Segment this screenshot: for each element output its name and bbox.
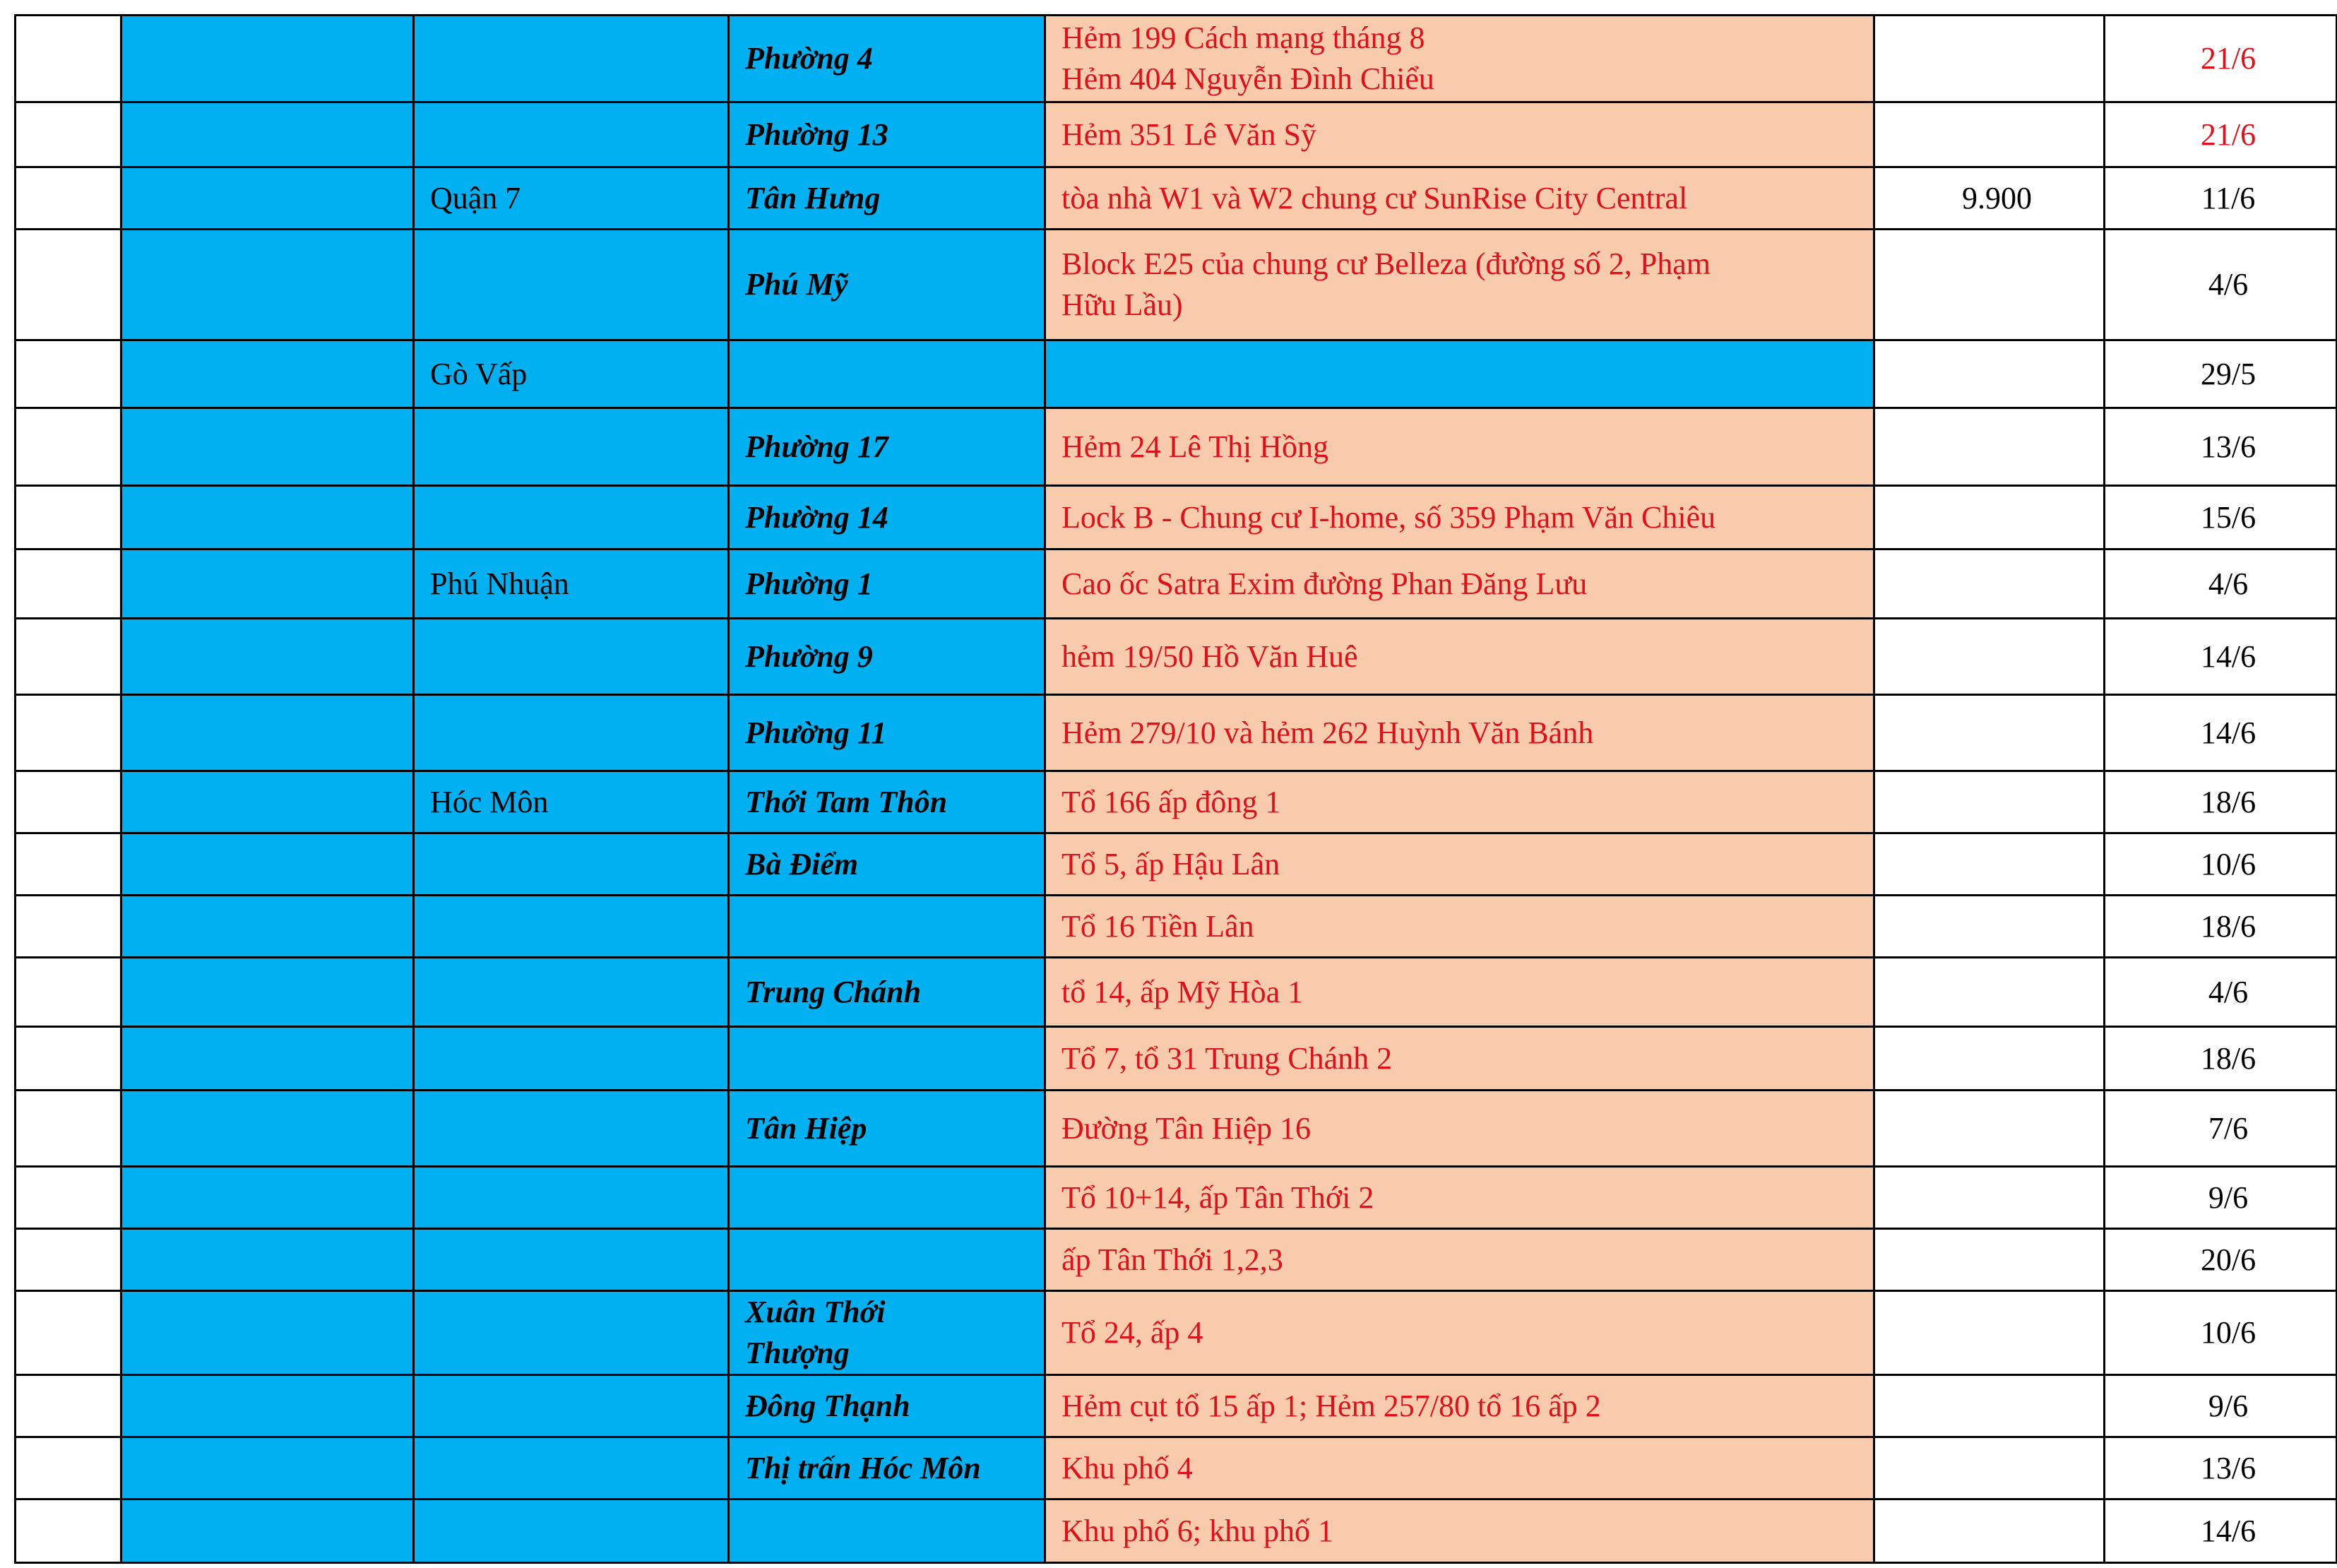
district-cell: Gò Vấp xyxy=(414,340,729,408)
date-cell: 21/6 xyxy=(2105,102,2337,167)
address-cell xyxy=(1045,1167,1874,1229)
address-line: Tổ 24, ấp 4 xyxy=(1062,1315,1203,1350)
address-cell xyxy=(1045,896,1874,958)
district-cell: Phú Nhuận xyxy=(414,550,729,619)
count-cell xyxy=(1874,833,2105,896)
index-cell xyxy=(16,167,121,230)
district-cell xyxy=(414,958,729,1027)
city-cell xyxy=(121,1437,414,1499)
city-cell xyxy=(121,619,414,695)
district-cell xyxy=(414,1499,729,1563)
address-cell xyxy=(1045,695,1874,771)
table-row xyxy=(16,340,2337,408)
table-row xyxy=(16,230,2337,340)
table-row xyxy=(16,1229,2337,1291)
district-cell xyxy=(414,896,729,958)
count-cell xyxy=(1874,408,2105,486)
date-cell: 18/6 xyxy=(2105,771,2337,833)
district-cell: Quận 7 xyxy=(414,167,729,230)
index-cell xyxy=(16,16,121,102)
ward-line: Xuân Thới xyxy=(745,1295,886,1329)
lockdown-area-table xyxy=(14,14,2337,1564)
table-row xyxy=(16,1375,2337,1437)
date-cell: 13/6 xyxy=(2105,408,2337,486)
ward-cell: Phường 13 xyxy=(729,102,1045,167)
table-row xyxy=(16,1291,2337,1375)
table-row xyxy=(16,619,2337,695)
address-line: Hẻm 351 Lê Văn Sỹ xyxy=(1062,117,1316,152)
address-cell xyxy=(1045,1499,1874,1563)
city-cell xyxy=(121,1027,414,1091)
city-cell xyxy=(121,550,414,619)
city-cell xyxy=(121,1375,414,1437)
index-cell xyxy=(16,486,121,550)
address-line: tòa nhà W1 và W2 chung cư SunRise City Central xyxy=(1062,180,1688,215)
date-cell: 20/6 xyxy=(2105,1229,2337,1291)
ward-cell: Tân Hiệp xyxy=(729,1091,1045,1167)
address-line: ấp Tân Thới 1,2,3 xyxy=(1062,1242,1283,1277)
ward-cell: Trung Chánh xyxy=(729,958,1045,1027)
date-cell: 7/6 xyxy=(2105,1091,2337,1167)
ward-cell: Phường 1 xyxy=(729,550,1045,619)
count-cell xyxy=(1874,1091,2105,1167)
count-cell xyxy=(1874,1229,2105,1291)
table-row xyxy=(16,16,2337,102)
ward-cell: Phường 9 xyxy=(729,619,1045,695)
count-cell xyxy=(1874,695,2105,771)
city-cell xyxy=(121,340,414,408)
date-cell: 14/6 xyxy=(2105,619,2337,695)
count-cell xyxy=(1874,896,2105,958)
address-cell xyxy=(1045,1375,1874,1437)
index-cell xyxy=(16,771,121,833)
city-cell xyxy=(121,16,414,102)
district-cell xyxy=(414,1027,729,1091)
address-line: Cao ốc Satra Exim đường Phan Đăng Lưu xyxy=(1062,566,1588,601)
district-cell xyxy=(414,16,729,102)
city-cell xyxy=(121,486,414,550)
index-cell xyxy=(16,833,121,896)
date-cell: 11/6 xyxy=(2105,167,2337,230)
index-cell xyxy=(16,1091,121,1167)
district-cell xyxy=(414,695,729,771)
district-cell xyxy=(414,1291,729,1375)
count-cell xyxy=(1874,16,2105,102)
address-line: Hẻm 199 Cách mạng tháng 8 xyxy=(1062,20,1425,55)
date-cell: 9/6 xyxy=(2105,1167,2337,1229)
index-cell xyxy=(16,1437,121,1499)
address-line: Hẻm 24 Lê Thị Hồng xyxy=(1062,429,1329,464)
table-row xyxy=(16,102,2337,167)
address-line: Tổ 16 Tiền Lân xyxy=(1062,908,1254,944)
address-cell xyxy=(1045,619,1874,695)
ward-cell: Phường 14 xyxy=(729,486,1045,550)
address-cell xyxy=(1045,550,1874,619)
count-cell xyxy=(1874,340,2105,408)
address-cell xyxy=(1045,1437,1874,1499)
count-cell xyxy=(1874,771,2105,833)
address-cell xyxy=(1045,1027,1874,1091)
index-cell xyxy=(16,1375,121,1437)
city-cell xyxy=(121,695,414,771)
table-body xyxy=(16,16,2337,1563)
address-line: Tổ 5, ấp Hậu Lân xyxy=(1062,846,1280,881)
date-cell: 9/6 xyxy=(2105,1375,2337,1437)
index-cell xyxy=(16,896,121,958)
address-cell xyxy=(1045,408,1874,486)
address-line: Hẻm cụt tổ 15 ấp 1; Hẻm 257/80 tổ 16 ấp 2 xyxy=(1062,1388,1601,1423)
count-cell xyxy=(1874,1499,2105,1563)
district-cell xyxy=(414,1437,729,1499)
ward-cell xyxy=(729,1291,1045,1375)
ward-cell xyxy=(729,1167,1045,1229)
district-cell xyxy=(414,102,729,167)
city-cell xyxy=(121,833,414,896)
date-cell: 21/6 xyxy=(2105,16,2337,102)
index-cell xyxy=(16,1167,121,1229)
city-cell xyxy=(121,408,414,486)
ward-cell xyxy=(729,340,1045,408)
date-cell: 4/6 xyxy=(2105,230,2337,340)
table-row xyxy=(16,486,2337,550)
table-row xyxy=(16,1499,2337,1563)
index-cell xyxy=(16,1229,121,1291)
date-cell: 29/5 xyxy=(2105,340,2337,408)
count-cell: 9.900 xyxy=(1874,167,2105,230)
ward-cell xyxy=(729,1229,1045,1291)
table-row xyxy=(16,1027,2337,1091)
count-cell xyxy=(1874,958,2105,1027)
address-line: Tổ 10+14, ấp Tân Thới 2 xyxy=(1062,1180,1374,1215)
city-cell xyxy=(121,1091,414,1167)
address-cell xyxy=(1045,16,1874,102)
count-cell xyxy=(1874,1375,2105,1437)
city-cell xyxy=(121,771,414,833)
count-cell xyxy=(1874,1291,2105,1375)
address-cell xyxy=(1045,102,1874,167)
count-cell xyxy=(1874,1437,2105,1499)
table-row xyxy=(16,1167,2337,1229)
district-cell xyxy=(414,1167,729,1229)
address-line: Hẻm 279/10 và hẻm 262 Huỳnh Văn Bánh xyxy=(1062,715,1594,750)
table-row xyxy=(16,771,2337,833)
date-cell: 10/6 xyxy=(2105,833,2337,896)
ward-cell xyxy=(729,1499,1045,1563)
count-cell xyxy=(1874,486,2105,550)
ward-cell xyxy=(729,1027,1045,1091)
date-cell: 18/6 xyxy=(2105,896,2337,958)
district-cell: Hóc Môn xyxy=(414,771,729,833)
index-cell xyxy=(16,958,121,1027)
count-cell xyxy=(1874,1027,2105,1091)
address-cell xyxy=(1045,1291,1874,1375)
ward-cell xyxy=(729,896,1045,958)
address-line: Block E25 của chung cư Belleza (đường số 2, Phạm xyxy=(1062,247,1711,281)
address-cell xyxy=(1045,833,1874,896)
count-cell xyxy=(1874,102,2105,167)
date-cell: 10/6 xyxy=(2105,1291,2337,1375)
date-cell: 14/6 xyxy=(2105,695,2337,771)
city-cell xyxy=(121,102,414,167)
city-cell xyxy=(121,1229,414,1291)
ward-cell: Phường 11 xyxy=(729,695,1045,771)
district-cell xyxy=(414,1091,729,1167)
ward-line: Thượng xyxy=(745,1336,850,1370)
ward-cell: Phường 4 xyxy=(729,16,1045,102)
date-cell: 4/6 xyxy=(2105,550,2337,619)
ward-cell: Thới Tam Thôn xyxy=(729,771,1045,833)
address-line: hẻm 19/50 Hồ Văn Huê xyxy=(1062,639,1358,674)
address-line: Khu phố 6; khu phố 1 xyxy=(1062,1513,1333,1548)
date-cell: 14/6 xyxy=(2105,1499,2337,1563)
district-cell xyxy=(414,833,729,896)
count-cell xyxy=(1874,1167,2105,1229)
city-cell xyxy=(121,958,414,1027)
address-line: Khu phố 4 xyxy=(1062,1450,1193,1485)
address-line: Hữu Lầu) xyxy=(1062,287,1183,322)
index-cell xyxy=(16,1499,121,1563)
index-cell xyxy=(16,550,121,619)
district-cell xyxy=(414,230,729,340)
district-cell xyxy=(414,486,729,550)
ward-cell: Tân Hưng xyxy=(729,167,1045,230)
address-cell xyxy=(1045,340,1874,408)
ward-cell: Phường 17 xyxy=(729,408,1045,486)
date-cell: 4/6 xyxy=(2105,958,2337,1027)
index-cell xyxy=(16,1291,121,1375)
ward-cell: Thị trấn Hóc Môn xyxy=(729,1437,1045,1499)
table-row xyxy=(16,1091,2337,1167)
index-cell xyxy=(16,1027,121,1091)
city-cell xyxy=(121,896,414,958)
date-cell: 15/6 xyxy=(2105,486,2337,550)
index-cell xyxy=(16,619,121,695)
table-row xyxy=(16,695,2337,771)
city-cell xyxy=(121,230,414,340)
address-cell xyxy=(1045,230,1874,340)
district-cell xyxy=(414,1375,729,1437)
ward-cell: Bà Điểm xyxy=(729,833,1045,896)
table-row xyxy=(16,167,2337,230)
index-cell xyxy=(16,230,121,340)
table-row xyxy=(16,958,2337,1027)
index-cell xyxy=(16,102,121,167)
district-cell xyxy=(414,408,729,486)
table-row xyxy=(16,1437,2337,1499)
date-cell: 13/6 xyxy=(2105,1437,2337,1499)
address-line: Lock B - Chung cư I-home, số 359 Phạm Văn Chiêu xyxy=(1062,499,1716,535)
table-row xyxy=(16,896,2337,958)
city-cell xyxy=(121,167,414,230)
date-cell: 18/6 xyxy=(2105,1027,2337,1091)
address-cell xyxy=(1045,958,1874,1027)
index-cell xyxy=(16,695,121,771)
city-cell xyxy=(121,1499,414,1563)
table-row xyxy=(16,550,2337,619)
address-cell xyxy=(1045,1091,1874,1167)
address-line: Hẻm 404 Nguyễn Đình Chiểu xyxy=(1062,61,1434,96)
address-cell xyxy=(1045,486,1874,550)
count-cell xyxy=(1874,230,2105,340)
address-line: tổ 14, ấp Mỹ Hòa 1 xyxy=(1062,974,1304,1009)
ward-cell: Phú Mỹ xyxy=(729,230,1045,340)
table-row xyxy=(16,408,2337,486)
address-cell xyxy=(1045,1229,1874,1291)
city-cell xyxy=(121,1291,414,1375)
address-cell xyxy=(1045,771,1874,833)
address-line: Tổ 7, tổ 31 Trung Chánh 2 xyxy=(1062,1040,1393,1076)
address-line: Đường Tân Hiệp 16 xyxy=(1062,1110,1312,1146)
count-cell xyxy=(1874,550,2105,619)
ward-cell: Đông Thạnh xyxy=(729,1375,1045,1437)
city-cell xyxy=(121,1167,414,1229)
index-cell xyxy=(16,408,121,486)
address-line: Tổ 166 ấp đông 1 xyxy=(1062,784,1281,819)
district-cell xyxy=(414,619,729,695)
table-row xyxy=(16,833,2337,896)
count-cell xyxy=(1874,619,2105,695)
index-cell xyxy=(16,340,121,408)
address-cell xyxy=(1045,167,1874,230)
district-cell xyxy=(414,1229,729,1291)
